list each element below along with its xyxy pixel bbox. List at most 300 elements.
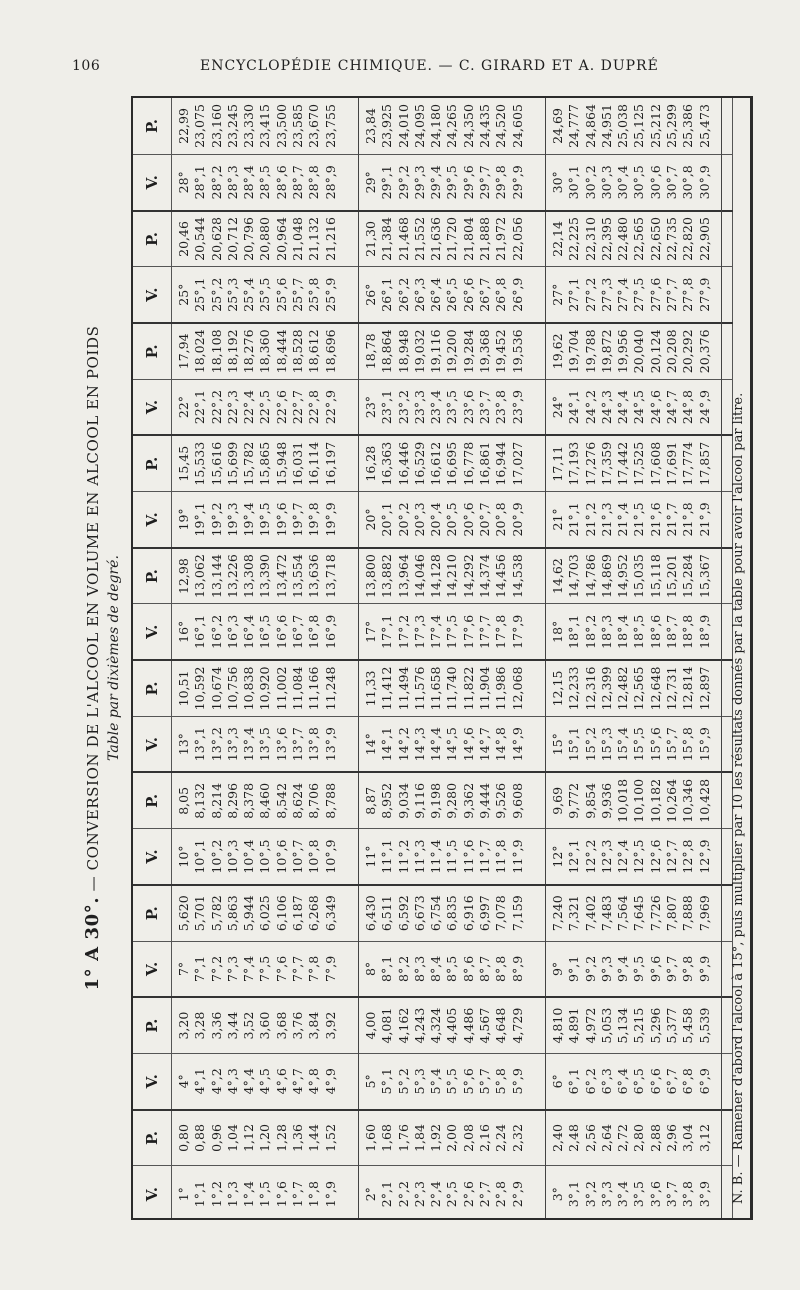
weight-value: 19,788	[582, 329, 598, 374]
volume-value: 16°	[176, 620, 191, 643]
weight-value: 14,210	[444, 554, 460, 598]
weight-value: 6,511	[379, 895, 395, 932]
column-header-v: V.	[133, 716, 172, 772]
volume-value: 29°,7	[477, 165, 493, 200]
weight-value: 9,362	[460, 782, 476, 819]
weight-value: 5,701	[192, 895, 208, 932]
volume-value: 28°,5	[257, 165, 273, 200]
volume-value: 9°,8	[680, 955, 696, 982]
weight-cell	[546, 211, 733, 267]
volume-value: 15°,7	[664, 727, 680, 762]
weight-value: 0,80	[176, 1124, 191, 1152]
volume-value: 2°,2	[395, 1181, 411, 1208]
volume-value: 30°,2	[582, 165, 598, 200]
volume-cell	[359, 1053, 546, 1109]
volume-value: 24°,4	[615, 389, 631, 425]
weight-value: 22,395	[598, 217, 614, 261]
weight-value: 12,399	[598, 666, 614, 711]
weight-value: 4,324	[428, 1007, 444, 1044]
table-title-text: — CONVERSION DE L'ALCOOL EN VOLUME EN ALCOOL EN POIDS	[84, 325, 102, 897]
volume-value: 23°,1	[379, 389, 395, 425]
volume-cell	[172, 829, 359, 885]
weight-value: 15,118	[647, 554, 663, 598]
volume-value: 10°,2	[208, 839, 224, 874]
volume-value: 25°,4	[241, 277, 257, 312]
weight-cell	[546, 660, 733, 716]
weight-value: 24,180	[428, 104, 444, 148]
weight-value: 19,368	[477, 329, 493, 374]
volume-value: 9°,7	[664, 955, 680, 982]
weight-value: 7,969	[696, 895, 712, 932]
weight-value: 18,276	[241, 329, 257, 374]
volume-value: 27°,6	[647, 277, 663, 312]
weight-value: 1,68	[379, 1124, 395, 1152]
weight-value: 7,726	[647, 895, 663, 932]
weight-value: 21,468	[395, 217, 411, 261]
weight-value: 6,430	[363, 895, 378, 932]
volume-value: 1°,5	[257, 1181, 273, 1208]
volume-value: 5°,5	[444, 1068, 460, 1095]
weight-value: 5,863	[224, 895, 240, 932]
weight-value: 18,024	[192, 329, 208, 374]
weight-value: 21,30	[363, 221, 378, 257]
weight-value: 24,010	[395, 104, 411, 148]
volume-value: 24°,1	[566, 389, 582, 425]
weight-value: 10,264	[664, 778, 680, 823]
volume-value: 6°,2	[582, 1068, 598, 1095]
weight-value: 5,377	[664, 1007, 680, 1044]
table-title	[82, 96, 103, 1220]
volume-value: 14°,8	[493, 727, 509, 762]
volume-cell	[359, 941, 546, 997]
weight-value: 22,310	[582, 217, 598, 261]
volume-value: 9°,9	[696, 955, 712, 982]
weight-value: 12,648	[647, 666, 663, 711]
volume-value: 28°,4	[241, 165, 257, 200]
weight-value: 9,280	[444, 782, 460, 819]
volume-cell	[359, 716, 546, 772]
column-header-v: V.	[133, 941, 172, 997]
volume-cell	[172, 1166, 359, 1220]
weight-value: 16,363	[379, 441, 395, 486]
volume-value: 2°,1	[379, 1181, 395, 1208]
volume-value: 22°,6	[273, 389, 289, 425]
weight-cell	[172, 548, 359, 604]
volume-value: 16°,1	[192, 614, 208, 649]
volume-value: 11°,3	[411, 839, 427, 874]
volume-value: 28°,7	[290, 165, 306, 200]
volume-value: 24°,8	[680, 389, 696, 425]
volume-value: 16°,5	[257, 614, 273, 649]
volume-value: 8°	[363, 961, 378, 977]
weight-value: 24,520	[493, 104, 509, 148]
weight-value: 11,166	[306, 666, 322, 711]
weight-value: 23,160	[208, 104, 224, 148]
weight-value: 8,542	[273, 782, 289, 819]
column-header-p: P.	[133, 211, 172, 267]
volume-value: 2°,8	[493, 1181, 509, 1208]
weight-value: 12,068	[509, 666, 525, 711]
volume-value: 11°,9	[509, 839, 525, 874]
weight-value: 5,215	[631, 1007, 647, 1044]
weight-cell	[546, 548, 733, 604]
volume-value: 5°,2	[395, 1068, 411, 1095]
volume-value: 17°,7	[477, 614, 493, 649]
volume-value: 26°,3	[411, 277, 427, 312]
volume-value: 4°,1	[192, 1068, 208, 1095]
weight-value: 6,025	[257, 895, 273, 932]
weight-value: 16,612	[428, 441, 444, 486]
weight-cell	[546, 773, 733, 829]
weight-value: 5,296	[647, 1007, 663, 1044]
weight-value: 25,212	[647, 104, 663, 148]
volume-value: 6°,5	[631, 1068, 647, 1095]
weight-value: 13,636	[306, 554, 322, 598]
volume-cell	[546, 941, 733, 997]
volume-value: 19°,5	[257, 502, 273, 537]
weight-value: 24,69	[550, 108, 565, 144]
weight-value: 20,376	[696, 329, 712, 374]
volume-value: 11°,8	[493, 839, 509, 874]
table-title-block	[80, 96, 128, 1220]
weight-value: 25,473	[696, 104, 712, 148]
weight-value: 4,567	[477, 1007, 493, 1044]
weight-value: 8,952	[379, 782, 395, 819]
weight-value: 15,948	[273, 441, 289, 486]
volume-value: 23°	[363, 395, 378, 419]
volume-value: 11°,7	[477, 839, 493, 874]
volume-value: 21°,1	[566, 502, 582, 537]
weight-value: 14,538	[509, 554, 525, 598]
weight-value: 3,12	[696, 1124, 712, 1152]
weight-value: 12,897	[696, 666, 712, 711]
volume-value: 8°,4	[428, 955, 444, 982]
volume-value: 10°,6	[273, 839, 289, 874]
weight-value: 21,552	[411, 217, 427, 261]
weight-value: 11,412	[379, 666, 395, 711]
volume-value: 21°,8	[680, 502, 696, 537]
weight-value: 1,52	[322, 1124, 338, 1152]
weight-value: 10,920	[257, 666, 273, 711]
column-header-p: P.	[133, 435, 172, 491]
volume-value: 9°,6	[647, 955, 663, 982]
weight-value: 3,84	[306, 1011, 322, 1040]
volume-cell	[172, 941, 359, 997]
weight-value: 20,040	[631, 329, 647, 374]
volume-value: 28°,8	[306, 165, 322, 200]
volume-value: 10°,3	[224, 839, 240, 874]
volume-value: 20°,9	[509, 502, 525, 537]
weight-value: 3,20	[176, 1011, 191, 1040]
volume-value: 17°	[363, 620, 378, 643]
volume-value: 24°,6	[647, 389, 663, 425]
weight-value: 21,972	[493, 217, 509, 261]
volume-value: 23°,2	[395, 389, 411, 425]
volume-value: 27°,1	[566, 277, 582, 312]
weight-value: 22,056	[509, 217, 525, 261]
volume-value: 26°,1	[379, 277, 395, 312]
weight-value: 8,05	[176, 786, 191, 815]
volume-value: 24°	[550, 395, 565, 419]
volume-value: 22°,7	[290, 389, 306, 425]
volume-value: 11°,1	[379, 839, 395, 874]
volume-value: 7°,6	[273, 955, 289, 982]
weight-value: 11,822	[460, 666, 476, 711]
weight-value: 24,951	[598, 104, 614, 148]
weight-value: 13,554	[290, 554, 306, 598]
weight-value: 14,703	[566, 554, 582, 598]
volume-value: 1°,1	[192, 1181, 208, 1208]
volume-value: 17°,3	[411, 614, 427, 649]
volume-cell	[546, 154, 733, 210]
column-header-p: P.	[133, 997, 172, 1053]
volume-value: 14°,1	[379, 727, 395, 762]
volume-value: 17°,8	[493, 614, 509, 649]
volume-value: 26°,7	[477, 277, 493, 312]
column-header-v: V.	[133, 1053, 172, 1109]
weight-value: 8,706	[306, 782, 322, 819]
volume-value: 25°,1	[192, 277, 208, 312]
weight-cell	[546, 1110, 733, 1166]
column-header-p: P.	[133, 773, 172, 829]
weight-value: 21,804	[460, 217, 476, 261]
column-header-p: P.	[133, 98, 172, 154]
volume-value: 2°	[363, 1187, 378, 1202]
weight-value: 21,048	[290, 217, 306, 261]
volume-value: 16°,9	[322, 614, 338, 649]
volume-value: 4°,7	[290, 1068, 306, 1095]
volume-value: 13°,6	[273, 727, 289, 762]
volume-value: 25°,2	[208, 277, 224, 312]
weight-value: 1,36	[290, 1124, 306, 1152]
volume-value: 30°,6	[647, 165, 663, 200]
weight-value: 19,872	[598, 329, 614, 374]
volume-cell	[546, 829, 733, 885]
volume-value: 6°,6	[647, 1068, 663, 1095]
weight-value: 1,20	[257, 1124, 273, 1152]
volume-value: 12°	[550, 845, 565, 868]
volume-value: 15°	[550, 733, 565, 756]
volume-value: 28°	[176, 171, 191, 194]
volume-cell	[359, 154, 546, 210]
table-body	[172, 98, 733, 1220]
weight-value: 9,034	[395, 782, 411, 819]
volume-value: 19°,2	[208, 502, 224, 537]
weight-value: 14,952	[615, 554, 631, 598]
volume-value: 27°,9	[696, 277, 712, 312]
volume-value: 24°,5	[631, 389, 647, 425]
column-header-p: P.	[133, 660, 172, 716]
volume-value: 18°,8	[680, 614, 696, 649]
volume-value: 14°,5	[444, 727, 460, 762]
weight-value: 1,92	[428, 1124, 444, 1152]
weight-value: 23,84	[363, 108, 378, 144]
weight-value: 25,038	[615, 104, 631, 148]
volume-value: 4°,6	[273, 1068, 289, 1095]
volume-value: 22°,3	[224, 389, 240, 425]
weight-value: 1,84	[411, 1124, 427, 1152]
weight-value: 8,624	[290, 782, 306, 819]
weight-value: 18,864	[379, 329, 395, 374]
weight-value: 24,864	[582, 104, 598, 148]
volume-value: 27°,5	[631, 277, 647, 312]
volume-value: 15°,2	[582, 727, 598, 762]
volume-value: 16°,4	[241, 614, 257, 649]
weight-value: 18,528	[290, 329, 306, 374]
weight-value: 4,648	[493, 1007, 509, 1044]
weight-value: 21,384	[379, 217, 395, 261]
volume-value: 23°,7	[477, 389, 493, 425]
weight-value: 16,695	[444, 441, 460, 486]
weight-value: 4,972	[582, 1007, 598, 1044]
weight-value: 21,636	[428, 217, 444, 261]
volume-value: 12°,1	[566, 839, 582, 874]
volume-value: 7°,1	[192, 955, 208, 982]
volume-cell	[359, 604, 546, 660]
volume-value: 3°,5	[631, 1181, 647, 1208]
volume-value: 4°,2	[208, 1068, 224, 1095]
volume-value: 21°,9	[696, 502, 712, 537]
volume-value: 13°,7	[290, 727, 306, 762]
volume-value: 18°,2	[582, 614, 598, 649]
volume-value: 26°	[363, 283, 378, 306]
weight-value: 6,997	[477, 895, 493, 932]
weight-value: 13,472	[273, 554, 289, 598]
volume-value: 22°,2	[208, 389, 224, 425]
volume-value: 21°	[550, 508, 565, 531]
volume-value: 26°,5	[444, 277, 460, 312]
weight-value: 17,11	[550, 445, 565, 482]
weight-value: 20,796	[241, 217, 257, 261]
weight-value: 14,786	[582, 554, 598, 598]
weight-value: 22,650	[647, 217, 663, 261]
volume-value: 14°,9	[509, 727, 525, 762]
weight-value: 19,200	[444, 329, 460, 374]
volume-value: 26°,6	[460, 277, 476, 312]
weight-value: 7,564	[615, 895, 631, 932]
weight-value: 2,64	[598, 1124, 614, 1152]
volume-value: 28°,2	[208, 165, 224, 200]
volume-value: 13°,3	[224, 727, 240, 762]
weight-cell	[172, 997, 359, 1053]
volume-value: 1°,3	[224, 1181, 240, 1208]
weight-value: 16,446	[395, 441, 411, 486]
volume-value: 8°,3	[411, 955, 427, 982]
volume-value: 24°,7	[664, 389, 680, 425]
weight-value: 15,533	[192, 441, 208, 486]
volume-value: 14°,2	[395, 727, 411, 762]
volume-value: 20°	[363, 508, 378, 531]
weight-value: 8,132	[192, 782, 208, 819]
column-header-p: P.	[133, 323, 172, 379]
volume-value: 10°,1	[192, 839, 208, 874]
volume-value: 7°,9	[322, 955, 338, 982]
volume-value: 12°,2	[582, 839, 598, 874]
volume-value: 29°,3	[411, 165, 427, 200]
volume-value: 3°	[550, 1187, 565, 1202]
weight-value: 14,456	[493, 554, 509, 598]
volume-value: 21°,5	[631, 502, 647, 537]
volume-cell	[546, 267, 733, 323]
weight-value: 20,628	[208, 217, 224, 261]
weight-value: 5,620	[176, 895, 191, 932]
weight-value: 3,52	[241, 1011, 257, 1040]
volume-value: 16°,3	[224, 614, 240, 649]
weight-value: 14,374	[477, 554, 493, 598]
weight-value: 6,592	[395, 895, 411, 932]
weight-value: 13,062	[192, 554, 208, 598]
volume-value: 5°,6	[460, 1068, 476, 1095]
volume-value: 1°	[176, 1187, 191, 1202]
volume-value: 8°,2	[395, 955, 411, 982]
weight-value: 20,544	[192, 217, 208, 261]
weight-value: 17,774	[680, 441, 696, 486]
volume-value: 28°,3	[224, 165, 240, 200]
weight-value: 15,035	[631, 554, 647, 598]
volume-value: 18°,9	[696, 614, 712, 649]
volume-value: 23°,3	[411, 389, 427, 425]
conversion-table-frame	[131, 96, 753, 1220]
weight-value: 3,04	[680, 1124, 696, 1152]
weight-value: 2,24	[493, 1124, 509, 1152]
volume-value: 5°,7	[477, 1068, 493, 1095]
weight-value: 22,735	[664, 217, 680, 261]
weight-value: 24,435	[477, 104, 493, 148]
footnote: N. B. — Ramener d'abord l'alcool à 15°, puis multiplier par 10 les résultats donnés par la table pour avoir l'alcool par litre.	[721, 98, 753, 1220]
volume-value: 12°,4	[615, 839, 631, 874]
weight-value: 15,45	[176, 445, 191, 482]
volume-value: 27°,7	[664, 277, 680, 312]
volume-value: 26°,2	[395, 277, 411, 312]
weight-value: 6,268	[306, 895, 322, 932]
weight-value: 15,284	[680, 554, 696, 598]
volume-value: 14°	[363, 733, 378, 756]
weight-value: 3,36	[208, 1011, 224, 1040]
volume-value: 30°,4	[615, 165, 631, 200]
volume-value: 27°,8	[680, 277, 696, 312]
volume-value: 15°,4	[615, 727, 631, 762]
weight-value: 16,529	[411, 441, 427, 486]
weight-value: 9,608	[509, 782, 525, 819]
weight-value: 22,225	[566, 217, 582, 261]
volume-value: 29°	[363, 171, 378, 194]
weight-cell	[359, 98, 546, 154]
weight-value: 16,197	[322, 441, 338, 486]
volume-value: 12°,8	[680, 839, 696, 874]
volume-value: 18°,3	[598, 614, 614, 649]
weight-value: 13,226	[224, 554, 240, 598]
volume-value: 8°,6	[460, 955, 476, 982]
weight-value: 6,835	[444, 895, 460, 932]
volume-value: 4°,4	[241, 1068, 257, 1095]
weight-value: 10,018	[615, 778, 631, 823]
running-head: ENCYCLOPÉDIE CHIMIQUE. — C. GIRARD ET A. DUPRÉ	[200, 58, 659, 74]
weight-value: 16,114	[306, 441, 322, 486]
weight-value: 5,458	[680, 1007, 696, 1044]
volume-value: 11°,4	[428, 839, 444, 874]
column-header-p: P.	[133, 1110, 172, 1166]
weight-value: 24,605	[509, 104, 525, 148]
volume-value: 26°,8	[493, 277, 509, 312]
volume-value: 27°,3	[598, 277, 614, 312]
weight-value: 15,865	[257, 441, 273, 486]
weight-value: 9,526	[493, 782, 509, 819]
volume-value: 4°	[176, 1074, 191, 1089]
volume-value: 15°,8	[680, 727, 696, 762]
weight-value: 3,28	[192, 1011, 208, 1040]
weight-cell	[359, 1110, 546, 1166]
weight-value: 9,772	[566, 782, 582, 819]
